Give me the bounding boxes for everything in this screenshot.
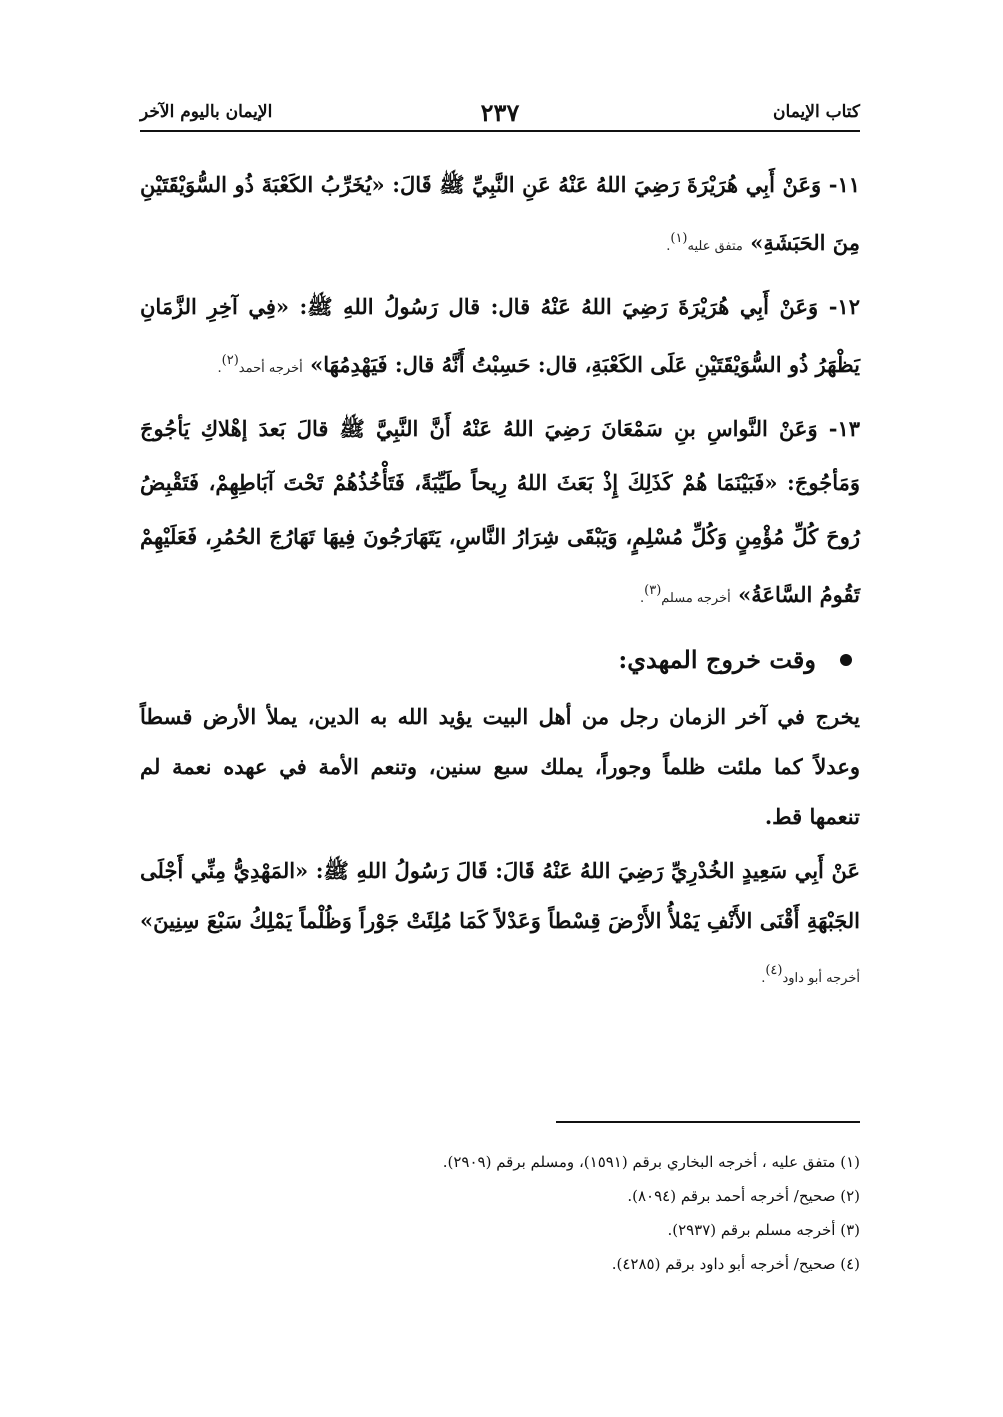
footnote-divider — [556, 1121, 860, 1123]
hadith-source: متفق عليه — [687, 239, 743, 254]
section-paragraph: يخرج في آخر الزمان رجل من أهل البيت يؤيد الله به الدين، يملأ الأرض قسطاً وعدلاً كما ملئت ظلماً وجوراً، يملك سبع سنين، وتنعم الأمة في عهده نعمة لم تنعمها قط. — [140, 704, 860, 829]
page-number: ٢٣٧ — [480, 98, 520, 127]
footnote-ref: (٤) — [765, 963, 783, 978]
footnote-ref: (١) — [670, 231, 688, 246]
footnote-ref: (٣) — [644, 583, 662, 598]
hadith-source: أخرجه أحمد — [238, 361, 303, 376]
page-body — [140, 158, 860, 1004]
hadith-text: وَعَنْ أَبِي هُرَيْرَةَ رَضِيَ اللهُ عَنْهُ عَنِ النَّبِيِّ ﷺ قَالَ: «يُخَرِّبُ الكَعْبَةَ ذُو السُّوَيْقَتَيْنِ مِنَ الحَبَشَةِ» — [140, 172, 860, 255]
hadith-text: عَنْ أَبِي سَعِيدٍ الخُدْرِيِّ رَضِيَ اللهُ عَنْهُ قَالَ: قَالَ رَسُولُ اللهِ ﷺ: «المَهْدِيُّ مِنِّي أَجْلَى الجَبْهَةِ أَقْنَى الأَنْفِ يَمْلأُ الأَرْضَ قِسْطاً وَعَدْلاً كَمَا مُلِئَتْ جَوْراً وَظُلْماً يَمْلِكُ سَبْعَ سِنِينَ» — [140, 858, 860, 933]
page-header — [140, 100, 860, 128]
section-heading — [140, 632, 860, 688]
hadith-number: ١٣- — [828, 416, 860, 441]
hadith-text: وَعَنْ النَّواسِ بنِ سَمْعَانَ رَضِيَ اللهُ عَنْهُ أَنَّ النَّبِيَّ ﷺ قالَ بَعدَ إهْلاكِ يَأجُوجَ وَمَأجُوجَ: «فَبَيْنَمَا هُمْ كَذَلِكَ إِذْ بَعَثَ اللهُ رِيحاً طَيِّبَةً، فَتَأْخُذُهُمْ تَحْتَ آبَاطِهِمْ، فَتَقْبِضُ رُوحَ كُلِّ مُؤْمِنٍ وَكُلِّ مُسْلِمٍ، وَيَبْقَى شِرَارُ النَّاسِ، يَتَهَارَجُونَ فِيهَا تَهَارُجَ الحُمُرِ، فَعَلَيْهِمْ تَقُومُ السَّاعَةُ» — [140, 416, 860, 607]
hadith-12 — [140, 280, 860, 396]
hadith-13 — [140, 402, 860, 626]
hadith-end: . — [761, 971, 766, 986]
hadith-end: . — [666, 239, 671, 254]
hadith-end: . — [217, 361, 222, 376]
footnote: (٤) صحيح/ أخرجه أبو داود برقم (٤٢٨٥). — [611, 1255, 860, 1273]
hadith-11 — [140, 158, 860, 274]
hadith-end: . — [640, 591, 645, 606]
mahdi-hadith — [140, 846, 860, 1004]
hadith-number: ١٢- — [828, 294, 860, 319]
hadith-source: أخرجه أبو داود — [782, 971, 860, 986]
book-title: كتاب الإيمان — [773, 102, 860, 122]
hadith-text: وَعَنْ أَبِي هُرَيْرَةَ رَضِيَ اللهُ عَنْهُ قال: قال رَسُولُ اللهِ ﷺ: «فِي آخِرِ الزَّمَانِ يَظْهَرُ ذُو السُّوَيْقَتَيْنِ عَلَى الكَعْبَةِ، قال: حَسِبْتُ أَنَّهُ قال: فَيَهْدِمُهَا» — [140, 294, 860, 377]
header-divider — [140, 130, 860, 132]
hadith-number: ١١- — [828, 172, 861, 197]
hadith-source: أخرجه مسلم — [661, 591, 731, 606]
footnote: (٣) أخرجه مسلم برقم (٢٩٣٧). — [667, 1221, 860, 1239]
bullet-icon — [840, 654, 852, 666]
footnote: (١) متفق عليه ، أخرجه البخاري برقم (١٥٩١)، ومسلم برقم (٢٩٠٩). — [442, 1153, 860, 1171]
footnote-ref: (٢) — [221, 353, 239, 368]
chapter-title: الإيمان باليوم الآخر — [140, 102, 273, 122]
footnote: (٢) صحيح/ أخرجه أحمد برقم (٨٠٩٤). — [627, 1187, 860, 1205]
footnotes — [140, 1145, 860, 1281]
section-title: وقت خروج المهدي: — [618, 645, 816, 674]
